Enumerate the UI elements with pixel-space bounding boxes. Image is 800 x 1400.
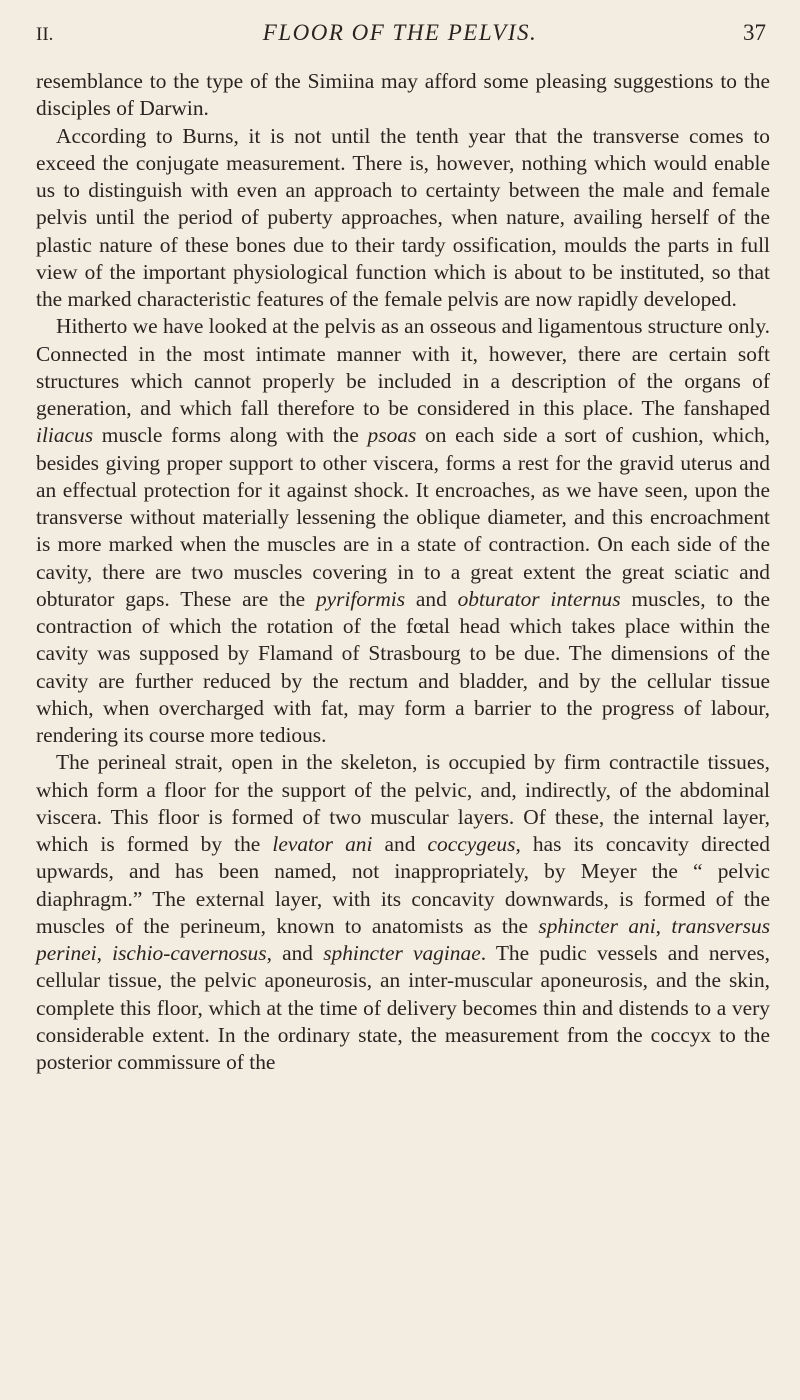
text-run: and — [405, 586, 458, 611]
text-run: resemblance to the type of the Simiina may afford some pleasing suggestions to the disciples of Darwin. — [36, 69, 770, 121]
page-number: 37 — [743, 20, 766, 45]
text-run: and — [372, 832, 428, 856]
running-title: FLOOR OF THE PELVIS. — [262, 20, 538, 45]
text-run: , and — [266, 941, 324, 965]
text-run: muscle forms along with the — [93, 423, 368, 448]
term-sphincter-vaginae: sphincter vaginae — [323, 941, 481, 965]
chapter-marker: II. — [36, 24, 54, 45]
term-levator-ani: levator ani — [272, 832, 373, 856]
text-run: According to Burns, it is not until the tenth year that the transverse comes to exceed the conjugate measurement. There is, however, nothing which would enable us to distinguish with even an approach to certainty between the male and female pelvis until the period of puberty approaches, when nature, availing herself of the plastic nature of these bones due to their tardy ossification, moulds the parts in full view of the important physiological function which is about to be instituted, so that the marked characteristic features of the female pelvis are now rapidly developed. — [36, 123, 770, 311]
paragraph — [36, 313, 770, 749]
text-run: , has its concavity directed upwards, and has been named, not inappropriately, by Meyer the “ pelvic diaphragm.” The external layer, with its concavity downwards, is formed of the muscles of the perineum, known to anatomists as the — [36, 832, 770, 938]
paragraph — [36, 68, 770, 123]
text-run: Hitherto we have looked at the pelvis as an osseous and ligamentous structure only. Connected in the most intimate manner with it, however, there are certain soft structures which cannot properly be included in a description of the organs of generation, and which fall therefore to be considered in this place. The fanshaped — [36, 314, 770, 420]
text-run: . The pudic vessels and nerves, cellular tissue, the pelvic aponeurosis, an inter-muscular aponeurosis, and the skin, complete this floor, which at the time of delivery becomes thin and distends to a very considerable extent. In the ordinary state, the measurement from the coccyx to the posterior commissure of the — [36, 941, 770, 1074]
running-header — [0, 16, 800, 56]
text-run: on each side a sort of cushion, which, besides giving proper support to other viscera, forms a rest for the gravid uterus and an effectual protection for it against shock. It encroaches, as we have seen, upon the transverse without materially lessening the oblique diameter, and this encroachment is more marked when the muscles are in a state of contraction. On each side of the cavity, there are two muscles covering in to a great extent the great sciatic and obturator gaps. These are the — [36, 423, 770, 611]
term-ischio-cavernosus: ischio-cavernosus — [112, 941, 267, 965]
term-iliacus: iliacus — [36, 423, 94, 448]
term-psoas: psoas — [367, 423, 417, 448]
text-run: muscles, to the contraction of which the rotation of the fœtal head which takes place within the cavity was supposed by Flamand of Strasbourg to be due. The dimensions of the cavity are further reduced by the rectum and bladder, and by the cellular tissue which, when overcharged with fat, may form a barrier to the progress of labour, rendering its course more tedious. — [36, 586, 770, 747]
term-obturator-internus: obturator internus — [457, 586, 621, 611]
term-coccygeus: coccygeus — [427, 832, 516, 856]
term-sphincter-ani: sphincter ani — [538, 913, 656, 938]
body-text — [36, 68, 770, 1076]
term-transversus-perinei: transversus perinei — [36, 913, 771, 965]
term-pyriformis: pyriformis — [315, 586, 406, 611]
text-run: The perineal strait, open in the skeleton, is occupied by firm contractile tissues, which form a floor for the support of the pelvic, and, indirectly, of the abdominal viscera. This floor is formed of two muscular layers. Of these, the internal layer, which is formed by the — [36, 750, 770, 856]
text-run: , — [655, 913, 672, 938]
text-run: , — [96, 941, 113, 965]
paragraph — [36, 749, 770, 1076]
paragraph — [36, 123, 770, 314]
